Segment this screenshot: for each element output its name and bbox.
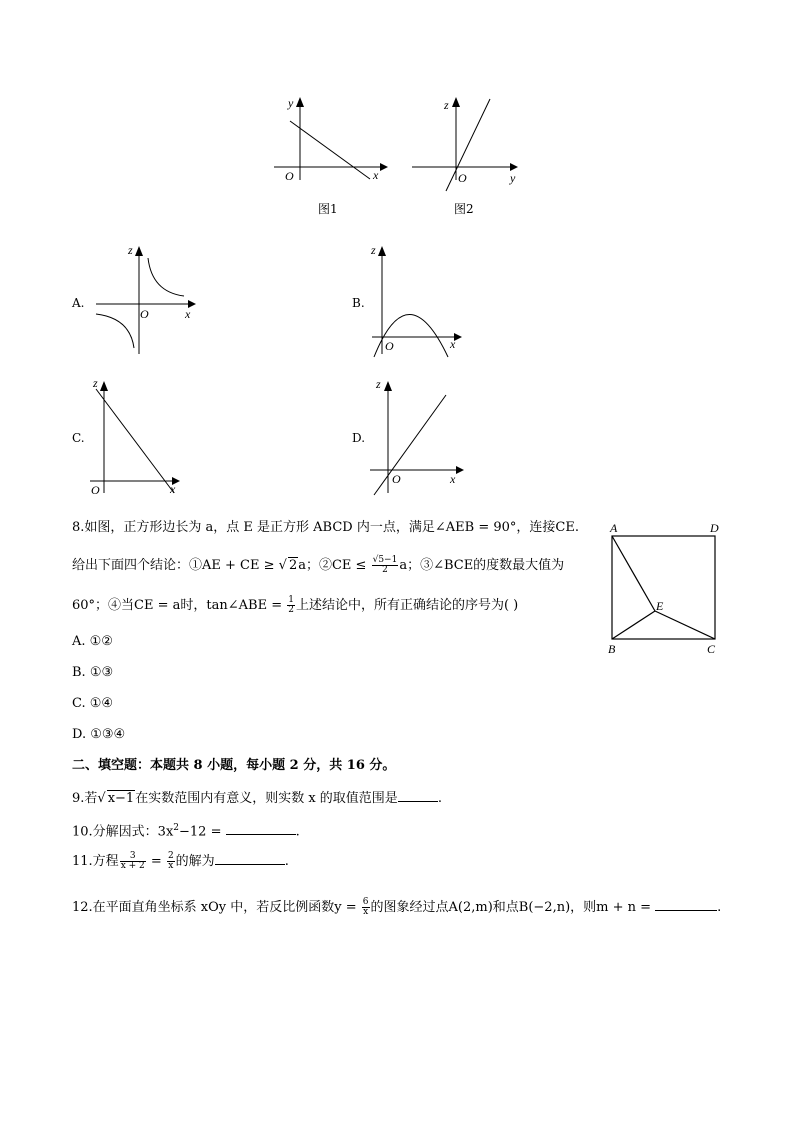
q8-line1: 8.如图，正方形边长为 a，点 E 是正方形 ABCD 内一点，满足∠AEB = 90°，连接CE. xyxy=(72,520,579,535)
option-c-label: C. xyxy=(72,431,85,445)
origin-label: O xyxy=(285,169,294,183)
vertex-a-label: A xyxy=(610,521,618,535)
section-2-heading-n3: 16 xyxy=(342,758,370,773)
q12-fraction-num: 6 xyxy=(362,897,369,907)
origin-label: O xyxy=(392,472,401,486)
figure-1-caption: 图1 xyxy=(318,202,338,216)
q8-fraction-1 xyxy=(372,556,399,575)
q9: 9.若√ x−1在实数范围内有意义，则实数 x 的取值范围是 . xyxy=(72,791,442,806)
q11-fraction-2-num: 2 xyxy=(167,851,174,861)
option-b-graph xyxy=(370,242,470,357)
q8-fraction-2-den: 2 xyxy=(288,605,294,615)
q8-line2-b: a；②CE ≤ xyxy=(298,558,371,573)
axis-z-label: z xyxy=(444,98,449,112)
option-a-label: A. xyxy=(72,296,85,310)
q8-square-figure xyxy=(600,520,730,656)
option-b-label: B. xyxy=(352,296,365,310)
q10-end: . xyxy=(295,824,300,840)
q8-fraction-2 xyxy=(287,596,295,615)
q9-b: 在实数范围内有意义，则实数 x 的取值范围是 xyxy=(135,791,398,806)
origin-label: O xyxy=(385,339,394,353)
q8-sqrt: 2 xyxy=(288,558,298,573)
q8-choice-d: D. ①③④ xyxy=(72,727,126,742)
q11-answer-blank[interactable] xyxy=(215,852,285,865)
q8-line2: 给出下面四个结论：①AE + CE ≥ √ 2a；②CE ≤ $\frac{√5-1}{2}$ a；③∠BCE的度数最大值为 xyxy=(72,555,565,575)
q8-line3-a: 60°；④当CE = a时，tan∠ABE = xyxy=(72,598,287,613)
section-2-heading-c: 分，共 xyxy=(303,758,343,773)
q12-answer-blank[interactable] xyxy=(655,898,717,911)
axis-y-label: y xyxy=(288,96,294,110)
q11-fraction-2-den: x xyxy=(168,861,174,871)
q11 xyxy=(72,852,289,871)
figure-1-graph xyxy=(270,95,390,185)
q8-choice-a: A. ①② xyxy=(72,634,113,649)
origin-label: O xyxy=(140,307,149,321)
section-2-heading-b: 小题，每小题 xyxy=(207,758,286,773)
q12 xyxy=(72,898,721,917)
q8-fraction-1-num: √5−1 xyxy=(372,555,398,565)
axis-x-label: x xyxy=(185,307,191,321)
q12-fraction xyxy=(362,898,370,917)
axis-y-label: y xyxy=(510,171,516,185)
option-d-graph xyxy=(368,375,478,500)
q12-b: 的图象经过点A(2,m)和点B(−2,n)，则m + n = xyxy=(370,900,656,915)
axis-x-label: x xyxy=(170,482,176,496)
axis-z-label: z xyxy=(376,377,381,391)
figure-2-caption: 图2 xyxy=(454,202,474,216)
q11-fraction-2 xyxy=(167,852,175,871)
q8-line3 xyxy=(72,596,518,615)
q11-b: 的解为 xyxy=(175,854,215,869)
axis-z-label: z xyxy=(371,243,376,257)
q8-line3-b: 上述结论中，所有正确结论的序号为( ) xyxy=(295,598,519,613)
option-c-graph xyxy=(88,375,188,500)
q11-fraction-1-num: 3 xyxy=(120,852,146,862)
q9-answer-blank[interactable] xyxy=(398,789,438,802)
q8-choice-b: B. ①③ xyxy=(72,665,114,680)
q11-fraction-1 xyxy=(120,852,146,871)
section-2-heading xyxy=(72,758,395,774)
origin-label: O xyxy=(458,171,467,185)
axis-x-label: x xyxy=(373,168,379,182)
vertex-c-label: C xyxy=(707,642,716,656)
figure-2-graph xyxy=(410,95,530,195)
axis-x-label: x xyxy=(450,337,456,351)
q10-a: 10.分解因式：3x xyxy=(72,824,174,840)
q9-end: . xyxy=(437,791,442,806)
q9-sqrt: x−1 xyxy=(107,791,135,806)
q8-line2-a: 给出下面四个结论：①AE + CE ≥ xyxy=(72,558,279,573)
q11-a: 11.方程 xyxy=(72,854,119,869)
section-2-heading-a: 二、填空题：本题共 xyxy=(72,758,190,773)
q10-superscript: 2 xyxy=(173,823,180,833)
q10 xyxy=(72,820,300,840)
q11-fraction-1-den: x + 2 xyxy=(120,861,145,871)
vertex-d-label: D xyxy=(710,521,719,535)
axis-z-label: z xyxy=(128,243,133,257)
q8-fraction-1-den: 2 xyxy=(382,565,388,575)
option-a-graph xyxy=(92,242,202,357)
vertex-b-label: B xyxy=(608,642,616,656)
axis-x-label: x xyxy=(450,472,456,486)
origin-label: O xyxy=(91,483,100,497)
q10-b: −12 = xyxy=(179,824,226,840)
section-2-heading-d: 分。 xyxy=(369,758,396,773)
q8-choice-c: C. ①④ xyxy=(72,696,114,711)
q8-fraction-2-num: 1 xyxy=(288,595,294,605)
section-2-heading-n1: 8 xyxy=(189,758,208,773)
q9-a: 9.若 xyxy=(72,791,98,806)
q12-end: . xyxy=(717,900,722,915)
q11-end: . xyxy=(284,854,289,869)
option-d-label: D. xyxy=(352,431,366,445)
q12-a: 12.在平面直角坐标系 xOy 中，若反比例函数y = xyxy=(72,900,361,915)
q11-eq: = xyxy=(146,854,166,869)
axis-z-label: z xyxy=(93,376,98,390)
vertex-e-label: E xyxy=(656,599,664,613)
q12-fraction-den: x xyxy=(363,907,369,917)
q8-line2-c: a；③∠BCE的度数最大值为 xyxy=(399,558,565,573)
section-2-heading-n2: 2 xyxy=(285,758,304,773)
q10-answer-blank[interactable] xyxy=(226,822,296,835)
